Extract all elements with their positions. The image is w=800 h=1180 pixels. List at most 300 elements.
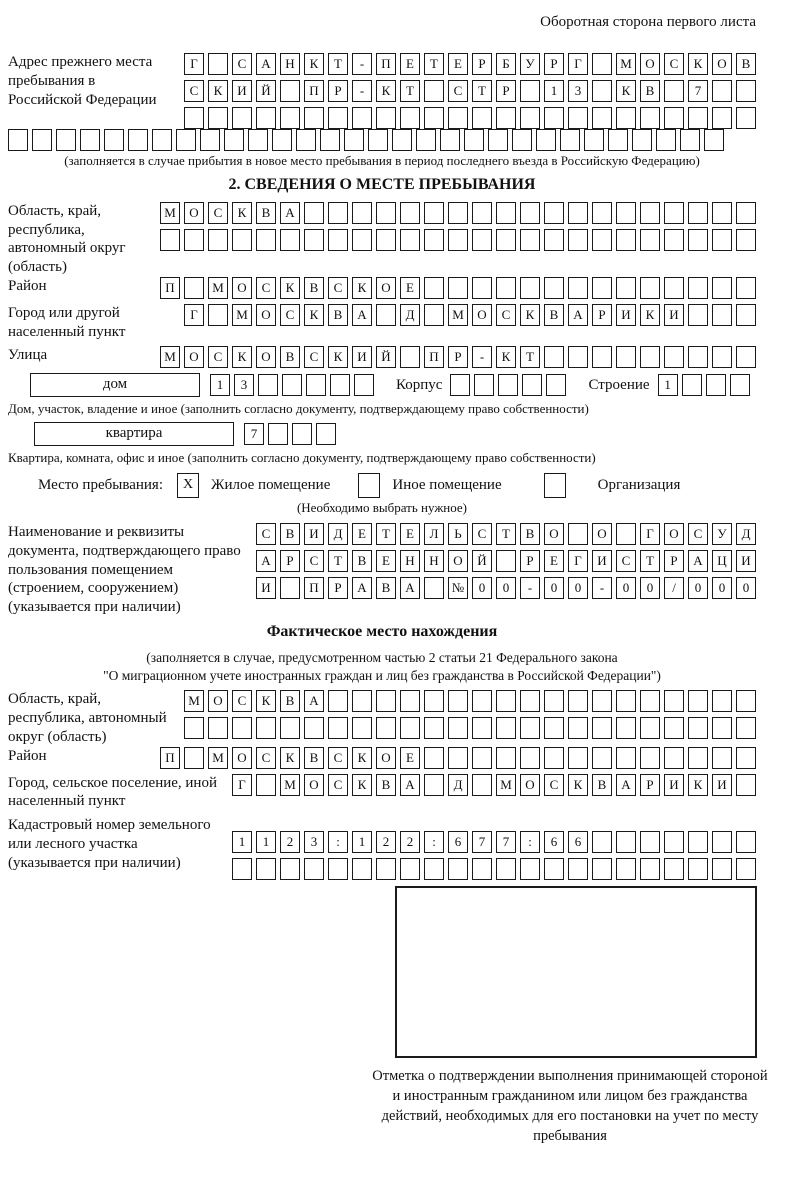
char-cell [472, 717, 492, 739]
char-cell: К [616, 80, 636, 102]
char-cell [256, 858, 276, 880]
char-cell: И [352, 346, 372, 368]
char-cell [208, 107, 228, 129]
char-cell: В [352, 550, 372, 572]
char-cell [736, 202, 756, 224]
char-cell: 7 [688, 80, 708, 102]
actual-district-block [8, 747, 756, 769]
char-cell [56, 129, 76, 151]
char-cell [592, 107, 612, 129]
street-label: Улица [8, 347, 48, 364]
char-cell [568, 858, 588, 880]
char-cell: 0 [712, 577, 732, 599]
char-cell [544, 717, 564, 739]
char-cell [520, 229, 540, 251]
char-cell [592, 80, 612, 102]
char-cell [688, 747, 708, 769]
char-cell: А [280, 202, 300, 224]
char-cell [496, 277, 516, 299]
char-cell [568, 107, 588, 129]
prev-address-label: Адрес прежнего места пребывания в Российской Федерации [8, 54, 157, 108]
document-label: Наименование и реквизиты документа, подтверждающего право пользования помещением (строением, сооружением) (указывается при наличии) [8, 524, 241, 616]
char-cell [520, 202, 540, 224]
stay-option-organization-label: Организация [597, 477, 681, 494]
char-cell [640, 277, 660, 299]
char-cell [712, 107, 732, 129]
char-cell [232, 107, 252, 129]
char-cell [712, 858, 732, 880]
char-cell: С [304, 550, 324, 572]
char-cell: У [712, 523, 732, 545]
char-cell: О [304, 774, 324, 796]
char-cell: Е [400, 747, 420, 769]
char-cell [496, 229, 516, 251]
district-label: Район [8, 277, 47, 294]
char-cell [736, 229, 756, 251]
char-cell [640, 717, 660, 739]
char-cell [712, 717, 732, 739]
char-cell: О [712, 53, 732, 75]
char-cell [368, 129, 388, 151]
char-cell [640, 858, 660, 880]
char-cell [688, 304, 708, 326]
char-cell: У [520, 53, 540, 75]
char-cell: 1 [658, 374, 678, 396]
char-cell [328, 202, 348, 224]
char-cell: Д [736, 523, 756, 545]
char-cell: О [592, 523, 612, 545]
char-cell: Р [520, 550, 540, 572]
char-cell [184, 277, 204, 299]
char-cell: 6 [448, 831, 468, 853]
char-cell [736, 107, 756, 129]
char-cell: И [664, 304, 684, 326]
char-cell: С [280, 304, 300, 326]
actual-region-line1 [184, 690, 756, 712]
char-cell [568, 346, 588, 368]
char-cell: П [160, 747, 180, 769]
char-cell [80, 129, 100, 151]
char-cell: 2 [400, 831, 420, 853]
char-cell [472, 202, 492, 224]
char-cell [568, 523, 588, 545]
char-cell [354, 374, 374, 396]
char-cell: К [520, 304, 540, 326]
char-cell: Л [424, 523, 444, 545]
char-cell: 3 [568, 80, 588, 102]
char-cell: О [208, 690, 228, 712]
char-cell: К [688, 774, 708, 796]
char-cell [306, 374, 326, 396]
stroenie-line [658, 374, 750, 396]
char-cell [640, 346, 660, 368]
char-cell: А [616, 774, 636, 796]
char-cell: 3 [234, 374, 254, 396]
char-cell [352, 690, 372, 712]
char-cell [616, 107, 636, 129]
char-cell [688, 277, 708, 299]
char-cell [344, 129, 364, 151]
char-cell: Р [592, 304, 612, 326]
char-cell: В [280, 346, 300, 368]
char-cell [304, 717, 324, 739]
char-cell [520, 80, 540, 102]
char-cell: К [568, 774, 588, 796]
char-cell [544, 229, 564, 251]
char-cell [328, 107, 348, 129]
char-cell: К [496, 346, 516, 368]
char-cell [688, 107, 708, 129]
char-cell [616, 747, 636, 769]
char-cell [328, 858, 348, 880]
char-cell [640, 202, 660, 224]
char-cell [736, 774, 756, 796]
char-cell [544, 747, 564, 769]
char-cell: О [520, 774, 540, 796]
char-cell: Г [568, 53, 588, 75]
char-cell [704, 129, 724, 151]
char-cell [544, 202, 564, 224]
char-cell: С [328, 747, 348, 769]
prev-address-block [8, 53, 756, 129]
char-cell [712, 80, 732, 102]
char-cell [640, 747, 660, 769]
char-cell: Г [640, 523, 660, 545]
char-cell [496, 107, 516, 129]
char-cell [280, 858, 300, 880]
char-cell [664, 831, 684, 853]
char-cell [664, 107, 684, 129]
char-cell [376, 229, 396, 251]
char-cell [304, 202, 324, 224]
stay-type-row [38, 473, 756, 498]
char-cell [616, 229, 636, 251]
char-cell: - [472, 346, 492, 368]
char-cell: 2 [280, 831, 300, 853]
char-cell [616, 690, 636, 712]
char-cell [568, 229, 588, 251]
cadastral-line1 [232, 831, 756, 853]
district-block [8, 277, 756, 299]
char-cell: Е [400, 53, 420, 75]
char-cell [688, 717, 708, 739]
char-cell [32, 129, 52, 151]
char-cell: О [256, 304, 276, 326]
char-cell: Т [400, 80, 420, 102]
char-cell: И [304, 523, 324, 545]
char-cell [376, 107, 396, 129]
char-cell: К [376, 80, 396, 102]
char-cell: Т [496, 523, 516, 545]
char-cell: А [400, 774, 420, 796]
char-cell [472, 858, 492, 880]
char-cell [328, 717, 348, 739]
city-label: Город или другой населенный пункт [8, 304, 126, 340]
char-cell [304, 107, 324, 129]
char-cell [664, 202, 684, 224]
city-block [8, 304, 756, 342]
char-cell: 0 [688, 577, 708, 599]
apartment-field-box: квартира [34, 422, 234, 446]
char-cell [688, 831, 708, 853]
char-cell [200, 129, 220, 151]
char-cell: К [328, 346, 348, 368]
char-cell: Р [496, 80, 516, 102]
char-cell [400, 690, 420, 712]
char-cell [424, 80, 444, 102]
char-cell: Т [640, 550, 660, 572]
char-cell [424, 717, 444, 739]
char-cell [304, 858, 324, 880]
house-line [210, 374, 374, 396]
char-cell [400, 202, 420, 224]
prev-address-line3 [184, 107, 756, 129]
char-cell [736, 304, 756, 326]
char-cell: Е [448, 53, 468, 75]
char-cell: С [184, 80, 204, 102]
char-cell [640, 831, 660, 853]
char-cell [664, 80, 684, 102]
char-cell: В [376, 774, 396, 796]
char-cell: С [472, 523, 492, 545]
stay-checkbox-other [358, 473, 380, 498]
char-cell [664, 346, 684, 368]
char-cell [592, 747, 612, 769]
char-cell [712, 831, 732, 853]
char-cell: В [640, 80, 660, 102]
char-cell: В [304, 277, 324, 299]
char-cell [352, 717, 372, 739]
street-line [160, 346, 756, 368]
char-cell: В [592, 774, 612, 796]
char-cell [448, 717, 468, 739]
char-cell: С [328, 774, 348, 796]
stay-option-other-label: Иное помещение [392, 477, 502, 494]
char-cell: Е [400, 523, 420, 545]
char-cell: О [232, 277, 252, 299]
char-cell: К [352, 747, 372, 769]
char-cell: - [352, 53, 372, 75]
char-cell: Г [568, 550, 588, 572]
stay-note: (Необходимо выбрать нужное) [296, 500, 468, 516]
char-cell [592, 346, 612, 368]
char-cell: 1 [544, 80, 564, 102]
char-cell: Ь [448, 523, 468, 545]
char-cell: С [448, 80, 468, 102]
char-cell [496, 550, 516, 572]
char-cell [664, 277, 684, 299]
char-cell [280, 107, 300, 129]
char-cell: 7 [496, 831, 516, 853]
char-cell [376, 304, 396, 326]
char-cell [568, 202, 588, 224]
char-cell: С [328, 277, 348, 299]
char-cell [616, 202, 636, 224]
char-cell: 2 [376, 831, 396, 853]
char-cell [448, 202, 468, 224]
house-caption: Дом, участок, владение и иное (заполнить согласно документу, подтверждающему право собственности) [8, 401, 589, 417]
char-cell [448, 229, 468, 251]
stroenie-label: Строение [588, 376, 650, 393]
stamp-area [395, 886, 757, 1058]
char-cell [376, 690, 396, 712]
char-cell: К [280, 277, 300, 299]
char-cell: М [232, 304, 252, 326]
char-cell [712, 346, 732, 368]
char-cell [712, 304, 732, 326]
char-cell [520, 107, 540, 129]
apartment-line [244, 423, 336, 445]
char-cell [424, 107, 444, 129]
char-cell [736, 690, 756, 712]
char-cell: : [520, 831, 540, 853]
char-cell [520, 717, 540, 739]
char-cell: И [616, 304, 636, 326]
char-cell [184, 229, 204, 251]
char-cell [736, 858, 756, 880]
char-cell [592, 229, 612, 251]
char-cell: Д [448, 774, 468, 796]
char-cell [184, 107, 204, 129]
stay-checkbox-organization [544, 473, 566, 498]
char-cell: В [280, 523, 300, 545]
char-cell: Р [328, 577, 348, 599]
korpus-label: Корпус [396, 376, 443, 393]
char-cell [496, 202, 516, 224]
char-cell: О [376, 747, 396, 769]
char-cell [232, 858, 252, 880]
actual-district-label: Район [8, 747, 47, 764]
char-cell [424, 774, 444, 796]
char-cell: 0 [640, 577, 660, 599]
char-cell: С [208, 202, 228, 224]
char-cell: М [280, 774, 300, 796]
prev-address-line4 [8, 129, 756, 151]
char-cell: Г [232, 774, 252, 796]
char-cell: 7 [244, 423, 264, 445]
char-cell [640, 690, 660, 712]
char-cell [712, 690, 732, 712]
char-cell [8, 129, 28, 151]
char-cell [352, 202, 372, 224]
prev-address-line2 [184, 80, 756, 102]
char-cell [424, 202, 444, 224]
char-cell [448, 858, 468, 880]
char-cell [320, 129, 340, 151]
char-cell [592, 690, 612, 712]
char-cell [682, 374, 702, 396]
char-cell: К [256, 690, 276, 712]
char-cell [472, 774, 492, 796]
char-cell [712, 277, 732, 299]
char-cell [400, 346, 420, 368]
char-cell: И [664, 774, 684, 796]
char-cell [352, 229, 372, 251]
char-cell [736, 747, 756, 769]
char-cell: О [184, 202, 204, 224]
char-cell [352, 858, 372, 880]
char-cell [730, 374, 750, 396]
char-cell: Р [544, 53, 564, 75]
char-cell [664, 690, 684, 712]
char-cell [104, 129, 124, 151]
char-cell: А [568, 304, 588, 326]
char-cell [498, 374, 518, 396]
char-cell [184, 717, 204, 739]
char-cell: В [736, 53, 756, 75]
char-cell [464, 129, 484, 151]
char-cell: И [256, 577, 276, 599]
char-cell: Р [664, 550, 684, 572]
char-cell: Т [376, 523, 396, 545]
char-cell [280, 717, 300, 739]
char-cell: Е [544, 550, 564, 572]
char-cell: Ц [712, 550, 732, 572]
cadastral-label: Кадастровый номер земельного или лесного участка (указывается при наличии) [8, 817, 211, 871]
char-cell: 0 [544, 577, 564, 599]
char-cell [616, 831, 636, 853]
char-cell [680, 129, 700, 151]
page-side-note: Оборотная сторона первого листа [540, 14, 756, 30]
char-cell [392, 129, 412, 151]
char-cell [546, 374, 566, 396]
char-cell: В [520, 523, 540, 545]
char-cell [304, 229, 324, 251]
char-cell [522, 374, 542, 396]
actual-city-label: Город, сельское поселение, иной населенный пункт [8, 774, 217, 810]
char-cell [688, 690, 708, 712]
char-cell [258, 374, 278, 396]
char-cell [208, 717, 228, 739]
char-cell [208, 229, 228, 251]
char-cell: К [304, 304, 324, 326]
char-cell: С [256, 747, 276, 769]
char-cell [688, 202, 708, 224]
char-cell [256, 229, 276, 251]
char-cell [592, 831, 612, 853]
char-cell: : [424, 831, 444, 853]
char-cell [128, 129, 148, 151]
char-cell: С [496, 304, 516, 326]
char-cell [352, 107, 372, 129]
char-cell [664, 858, 684, 880]
char-cell [544, 346, 564, 368]
char-cell: А [304, 690, 324, 712]
char-cell [568, 747, 588, 769]
char-cell [424, 229, 444, 251]
char-cell: 0 [736, 577, 756, 599]
char-cell [184, 747, 204, 769]
char-cell: Е [352, 523, 372, 545]
char-cell: 0 [616, 577, 636, 599]
char-cell: М [496, 774, 516, 796]
char-cell: Р [328, 80, 348, 102]
char-cell: 1 [232, 831, 252, 853]
char-cell [330, 374, 350, 396]
char-cell [536, 129, 556, 151]
char-cell [496, 717, 516, 739]
char-cell: : [328, 831, 348, 853]
prev-address-caption: (заполняется в случае прибытия в новое место пребывания в период последнего въезда в Российскую Федерацию) [64, 153, 700, 168]
street-block [8, 346, 756, 368]
char-cell: № [448, 577, 468, 599]
char-cell: С [232, 53, 252, 75]
char-cell: М [160, 202, 180, 224]
char-cell [712, 747, 732, 769]
char-cell [376, 717, 396, 739]
char-cell [712, 202, 732, 224]
char-cell [664, 717, 684, 739]
